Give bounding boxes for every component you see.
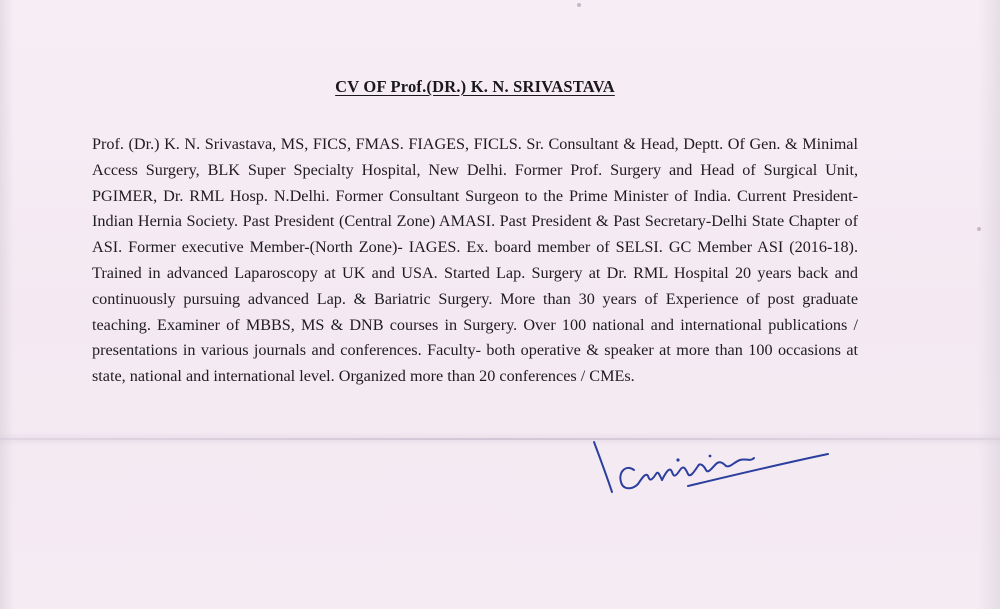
- paper-edge-right: [978, 0, 1000, 609]
- paper-speck: [977, 227, 981, 231]
- paper-fold-line: [0, 438, 1000, 440]
- handwritten-signature: [590, 436, 835, 508]
- paper-speck: [577, 3, 581, 7]
- document-title: CV OF Prof.(DR.) K. N. SRIVASTAVA: [335, 77, 615, 96]
- cv-body-paragraph: Prof. (Dr.) K. N. Srivastava, MS, FICS, FMAS. FIAGES, FICLS. Sr. Consultant & Head, Deptt. Of Gen. & Minimal Access Surgery, BLK Super Specialty Hospital, New Delhi. Former Prof. Surgery and Head of Surgical Unit, PGIMER, Dr. RML Hosp. N.Delhi. Former Consultant Surgeon to the Prime Minister of India. Current President-Indian Hernia Society. Past President (Central Zone) AMASI. Past President & Past Secretary-Delhi State Chapter of ASI. Former executive Member-(North Zone)- IAGES. Ex. board member of SELSI. GC Member ASI (2016-18). Trained in advanced Laparoscopy at UK and USA. Started Lap. Surgery at Dr. RML Hospital 20 years back and continuously pursuing advanced Lap. & Bariatric Surgery. More than 30 years of Experience of post graduate teaching. Examiner of MBBS, MS & DNB courses in Surgery. Over 100 national and international publications / presentations in various journals and conferences. Faculty- both operative & speaker at more than 100 occasions at state, national and international level. Organized more than 20 conferences / CMEs.: [92, 135, 858, 386]
